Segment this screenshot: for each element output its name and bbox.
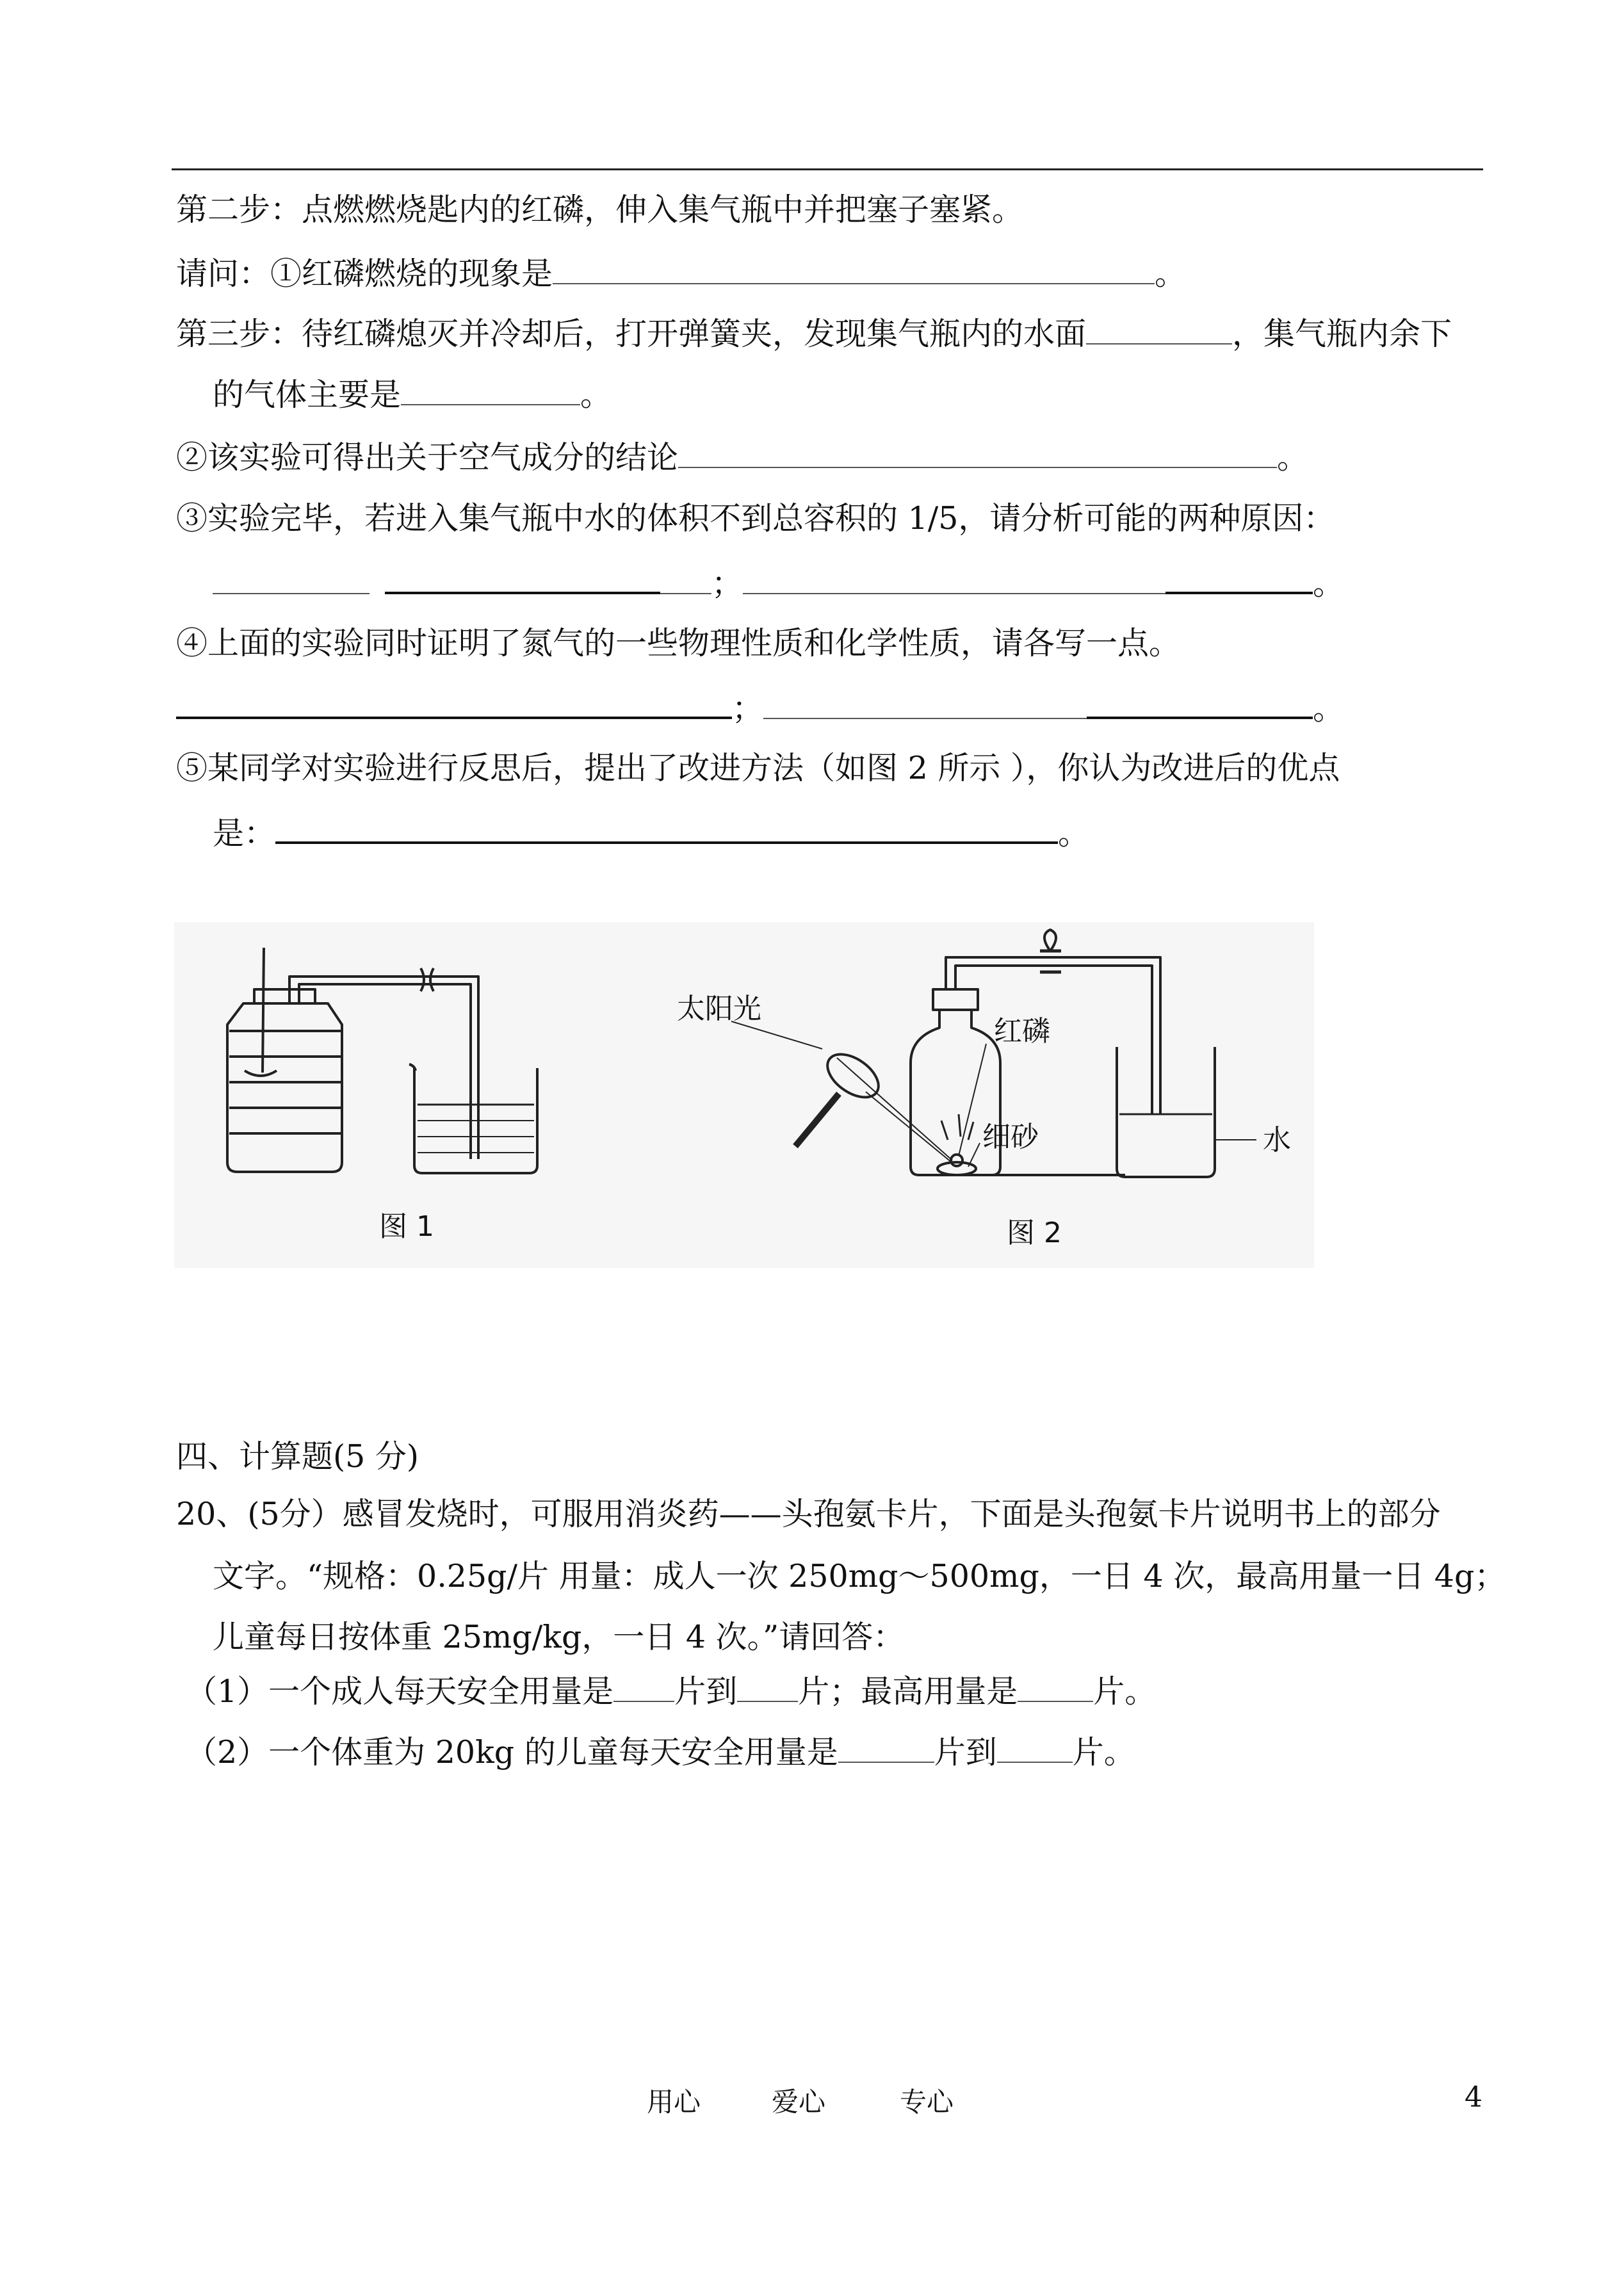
chemical-property-blank-b[interactable] [1087,687,1313,719]
fig2-caption: 图 2 [1007,1217,1062,1249]
sub2-text-a: （2）一个体重为 20kg 的儿童每天安全用量是 [186,1734,838,1771]
q4-period: 。 [1313,690,1345,727]
q1-period: 。 [1155,255,1187,292]
q1-line [176,254,1186,293]
label-sunlight: 太阳光 [677,993,761,1025]
section4-heading: 四、计算题(5 分) [176,1438,419,1475]
q3-line: ③实验完毕，若进入集气瓶中水的体积不到总容积的 1/5，请分析可能的两种原因： [176,500,1335,537]
remaining-gas-blank[interactable] [401,375,580,405]
step3b-line [213,375,612,414]
q20c-line: 儿童每日按体重 25mg/kg，一日 4 次。”请回答： [213,1619,905,1655]
apparatus-figure [174,922,1314,1268]
q1-prefix: 请问：①红磷燃烧的现象是 [176,255,553,292]
sub2-text-c: 片。 [1072,1734,1135,1771]
footer-item-3: 专心 [900,2086,954,2118]
q4-line: ④上面的实验同时证明了氮气的一些物理性质和化学性质，请各写一点。 [176,625,1181,661]
child-min-blank[interactable] [838,1732,934,1763]
conclusion-blank[interactable] [678,437,1277,468]
q5b-prefix: 是： [213,815,276,852]
combustion-spoon-handle [263,948,264,1073]
child-max-blank[interactable] [997,1732,1073,1763]
label-red-phosphorus: 红磷 [994,1015,1050,1048]
q1-answer-blank[interactable] [553,254,1155,284]
step3b-period: 。 [580,377,612,413]
q4-semicolon: ； [732,690,764,727]
step2-line: 第二步：点燃燃烧匙内的红磷，伸入集气瓶中并把塞子塞紧。 [176,191,1024,228]
sub1-text-a: （1）一个成人每天安全用量是 [186,1673,614,1710]
fig1-caption: 图 1 [379,1210,434,1243]
page-number: 4 [1465,2081,1482,2114]
step3-line [176,314,1452,353]
sub2-line [186,1732,1135,1772]
sub1-line [186,1671,1156,1711]
advantage-blank[interactable] [275,812,1058,844]
adult-top-blank[interactable] [1018,1671,1093,1702]
q20-line: 20、(5分）感冒发烧时，可服用消炎药——头孢氨卡片，下面是头孢氨卡片说明书上的部分 [176,1496,1441,1532]
q2-period: 。 [1277,439,1309,476]
q5b-period: 。 [1058,815,1090,852]
physical-property-blank[interactable] [176,687,732,719]
q20b-line: 文字。“规格：0.25g/片 用量：成人一次 250mg～500mg，一日 4 次，最高用量一日 4g； [213,1558,1506,1594]
q4-answers-line [176,687,1344,728]
footer-item-2: 爱心 [772,2086,826,2118]
reason1-blank-c[interactable] [660,564,711,594]
chemical-property-blank-a[interactable] [763,688,1087,719]
adult-min-blank[interactable] [613,1671,674,1702]
adult-max-blank[interactable] [737,1671,798,1702]
q2-line [176,437,1308,477]
label-water: 水 [1263,1124,1291,1156]
water-level-blank[interactable] [1086,314,1232,345]
reason2-blank-a[interactable] [743,564,1165,594]
reason2-blank-b[interactable] [1165,562,1313,594]
sub1-text-c: 片；最高用量是 [798,1673,1018,1710]
sub1-text-b: 片到 [674,1673,738,1710]
q2-prefix: ②该实验可得出关于空气成分的结论 [176,439,679,476]
step3-prefix: 第三步：待红磷熄灭并冷却后，打开弹簧夹，发现集气瓶内的水面 [176,316,1087,352]
q5b-line [213,812,1089,853]
sub1-text-d: 片。 [1093,1673,1157,1710]
q3-answers-line [213,562,1344,603]
sub2-text-b: 片到 [934,1734,997,1771]
step3b-prefix: 的气体主要是 [213,377,402,413]
header-rule [172,168,1483,170]
footer-item-1: 用心 [647,2086,701,2118]
label-fine-sand: 细砂 [982,1121,1039,1153]
figure-background [174,922,1314,1268]
q3-period: 。 [1313,565,1345,602]
reason1-blank-a[interactable] [213,564,369,594]
reason1-blank-b[interactable] [385,562,660,594]
q5-line: ⑤某同学对实验进行反思后，提出了改进方法（如图 2 所示 ），你认为改进后的优点 [176,750,1340,786]
step3-mid: ，集气瓶内余下 [1232,316,1452,352]
q3-semicolon: ； [711,565,743,602]
